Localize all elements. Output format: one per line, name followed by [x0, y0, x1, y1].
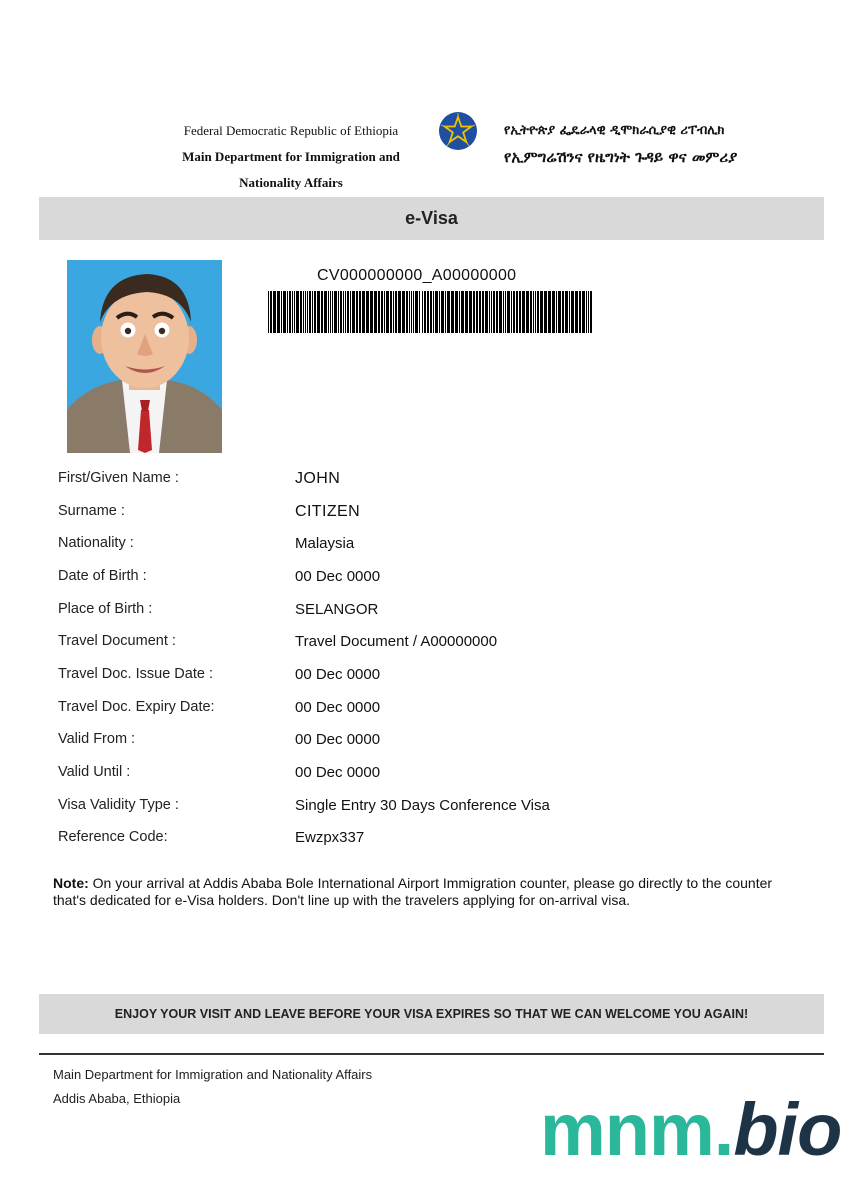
- footer-line1: Main Department for Immigration and Nationality Affairs: [53, 1067, 373, 1082]
- field-row-validity-type: [58, 797, 758, 819]
- field-label: Reference Code:: [58, 829, 168, 845]
- field-value: Ewzpx337: [295, 829, 365, 846]
- field-row-travel-document: [58, 633, 758, 655]
- field-label: Place of Birth :: [58, 601, 153, 617]
- field-row-reference-code: [58, 829, 758, 851]
- header-amharic: [504, 118, 737, 170]
- barcode: [268, 291, 595, 333]
- field-label: Valid From :: [58, 731, 136, 747]
- footer-line2: Addis Ababa, Ethiopia: [53, 1091, 181, 1106]
- header-am-line1: የኢትዮጵያ ፌዴራላዊ ዲሞክራሲያዊ ሪፐብሊክ: [504, 123, 725, 138]
- field-row-nationality: [58, 535, 758, 557]
- header-am-line2: የኢምግሬሽንና የዜግነት ጉዳይ ዋና መምሪያ: [504, 148, 738, 166]
- header-en-line3: Nationality Affairs: [239, 175, 343, 190]
- field-value: 00 Dec 0000: [295, 731, 381, 748]
- note-text: On your arrival at Addis Ababa Bole International Airport Immigration counter, please go directly to the counter that's dedicated for e-Visa holders. Don't line up with the travelers applying for on-arrival visa.: [53, 875, 773, 908]
- field-value: Single Entry 30 Days Conference Visa: [295, 797, 550, 814]
- barcode-number: CV000000000_A00000000: [317, 267, 517, 284]
- field-row-valid-from: [58, 731, 758, 753]
- field-row-surname: [58, 503, 758, 525]
- ethiopian-emblem-icon: [438, 111, 478, 151]
- field-value: CITIZEN: [295, 503, 361, 520]
- field-value: JOHN: [295, 470, 341, 487]
- field-label: Date of Birth :: [58, 568, 147, 584]
- field-label: First/Given Name :: [58, 470, 179, 486]
- page-title: e-Visa: [405, 208, 458, 228]
- field-row-given-name: [58, 470, 758, 492]
- field-value: 00 Dec 0000: [295, 666, 381, 683]
- note-label: Note:: [53, 875, 89, 891]
- field-value: Travel Document / A00000000: [295, 633, 498, 650]
- header-english: [150, 118, 432, 196]
- applicant-photo: [67, 260, 222, 453]
- field-value: SELANGOR: [295, 601, 379, 618]
- field-row-valid-until: [58, 764, 758, 786]
- field-label: Travel Doc. Issue Date :: [58, 666, 213, 682]
- field-value: 00 Dec 0000: [295, 699, 381, 716]
- field-value: 00 Dec 0000: [295, 764, 381, 781]
- header-en-line1: Federal Democratic Republic of Ethiopia: [183, 123, 399, 138]
- arrival-note: [53, 875, 793, 909]
- field-row-date-of-birth: [58, 568, 758, 590]
- watermark-part2: bio: [733, 1088, 842, 1171]
- watermark-logo: [540, 1090, 841, 1170]
- field-row-place-of-birth: [58, 601, 758, 623]
- field-value: Malaysia: [295, 535, 355, 552]
- footer-divider: [39, 1053, 824, 1055]
- footer: [53, 1063, 372, 1111]
- field-label: Nationality :: [58, 535, 134, 551]
- field-label: Travel Document :: [58, 633, 176, 649]
- field-label: Visa Validity Type :: [58, 797, 179, 813]
- field-row-expiry-date: [58, 699, 758, 721]
- enjoy-banner: [39, 994, 824, 1034]
- header-en-line2: Main Department for Immigration and: [182, 149, 400, 164]
- field-value: 00 Dec 0000: [295, 568, 381, 585]
- field-label: Surname :: [58, 503, 125, 519]
- field-label: Travel Doc. Expiry Date:: [58, 699, 215, 715]
- enjoy-banner-text: ENJOY YOUR VISIT AND LEAVE BEFORE YOUR VISA EXPIRES SO THAT WE CAN WELCOME YOU AGAIN!: [114, 1007, 749, 1021]
- title-bar: [39, 197, 824, 240]
- field-row-issue-date: [58, 666, 758, 688]
- watermark-part1: mnm.: [540, 1088, 734, 1171]
- field-label: Valid Until :: [58, 764, 131, 780]
